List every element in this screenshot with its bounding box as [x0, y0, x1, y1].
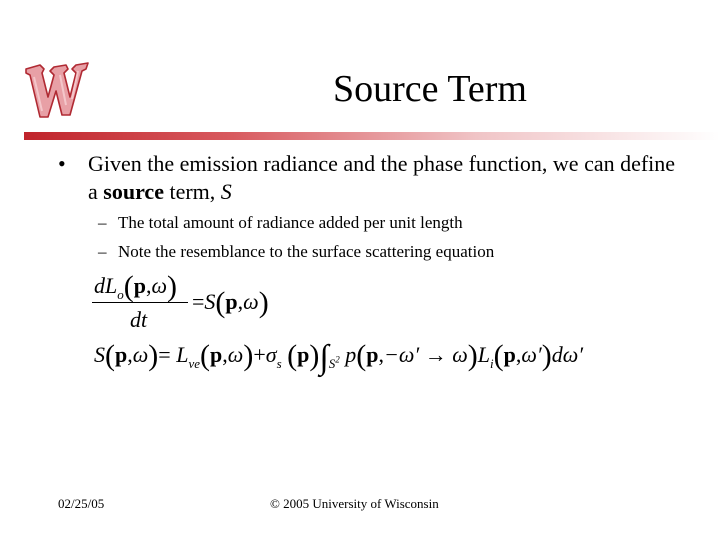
equation-rhs: =S(p,ω): [192, 286, 269, 319]
slide-title: Source Term: [333, 68, 527, 110]
fraction-denominator: dt: [130, 307, 148, 332]
footer-copyright: © 2005 University of Wisconsin: [270, 496, 439, 511]
fraction-bar: [92, 302, 188, 303]
bullet-bold-word: source: [103, 179, 164, 204]
bullet-italic-symbol: S: [220, 179, 232, 204]
fraction-numerator: $dL_o(p,\omega)$: [94, 270, 178, 303]
bullet-text: [88, 150, 688, 206]
sub-bullet-text: The total amount of radiance added per unit length: [118, 213, 463, 232]
sub-bullet-marker: –: [98, 213, 107, 232]
university-w-logo-icon: [20, 55, 92, 125]
integral-domain: S2: [328, 354, 340, 371]
equation-source-derivative: [92, 272, 312, 336]
sub-bullet-marker: –: [98, 242, 107, 261]
bullet-text-part: Given the emission radiance and the phase function, we can define a: [88, 151, 676, 204]
sub-bullet-text: Note the resemblance to the surface scattering equation: [118, 242, 495, 261]
integral-sign: ∫: [319, 339, 329, 376]
title-underline-bar: [24, 132, 720, 140]
equation-source-definition: $S(p,\omega)= L_{ve}(p,\omega)+\sigma_s$ $(p)\int_{S^2}$ $p(p,-\omega' \to \omega)L_i(p,\omega')d\omega'$: [94, 339, 584, 376]
bullet-text-part: term,: [163, 179, 221, 204]
logo-letter-shape: [26, 63, 88, 117]
footer-date: 02/25/05: [58, 496, 105, 511]
bullet-marker: •: [58, 151, 66, 176]
